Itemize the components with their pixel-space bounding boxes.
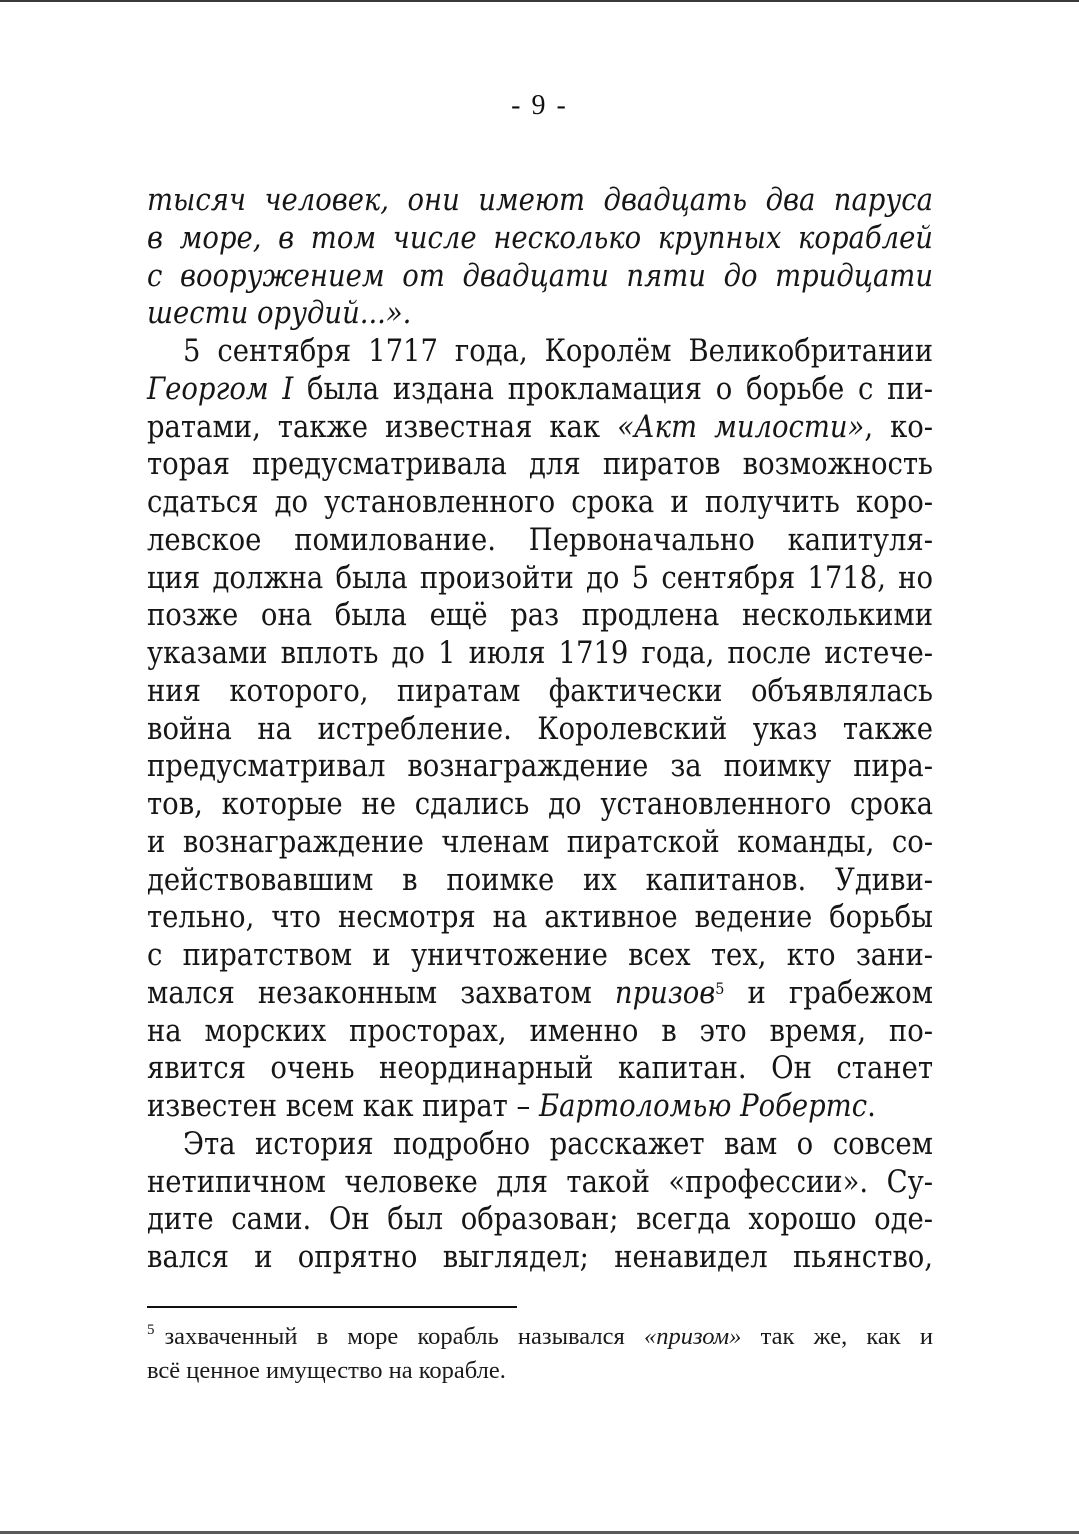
line-content xyxy=(147,484,933,522)
text-line xyxy=(147,597,933,635)
paragraph-first-line xyxy=(147,333,933,371)
body-text xyxy=(147,182,933,1277)
line-content xyxy=(147,1013,933,1051)
text-run: всё ценное имущество на корабле. xyxy=(147,1357,506,1384)
footnote-line xyxy=(147,1354,933,1388)
text-run: дите сами. Он был образован; всегда хорошо оде- xyxy=(147,1202,933,1238)
text-run: Эта история подробно расскажет вам о совсем xyxy=(183,1126,933,1162)
text-run: торая предусматривала для пиратов возможность xyxy=(147,447,933,483)
footnote xyxy=(147,1320,933,1388)
text-line xyxy=(147,899,933,937)
paragraph-first-line xyxy=(147,1126,933,1164)
text-run: действовавшим в поимке их капитанов. Удиви- xyxy=(147,862,933,898)
text-run: предусматривал вознаграждение за поимку пира- xyxy=(147,749,933,785)
text-line xyxy=(147,258,933,296)
text-line xyxy=(147,182,933,220)
line-content xyxy=(147,295,933,333)
text-line xyxy=(147,1013,933,1051)
text-line xyxy=(147,711,933,749)
text-line xyxy=(147,862,933,900)
text-run: явится очень неординарный капитан. Он станет xyxy=(147,1051,933,1087)
line-content xyxy=(147,371,933,409)
emphasis-text: шести орудий...». xyxy=(147,296,412,332)
line-content xyxy=(147,1088,933,1126)
text-run: война на истребление. Королевский указ также xyxy=(147,711,933,747)
line-content xyxy=(147,711,933,749)
text-run: тельно, что несмотря на активное ведение борьбы xyxy=(147,900,933,936)
text-run: и грабежом xyxy=(724,975,933,1011)
footnote-marker: 5 xyxy=(147,1322,155,1338)
text-run: захваченный в море корабль назывался xyxy=(164,1323,644,1350)
text-run: 5 сентября 1717 года, Королём Великобритании xyxy=(183,334,933,369)
line-content xyxy=(147,824,933,862)
text-run: , ко- xyxy=(864,409,934,445)
text-line xyxy=(147,295,933,333)
text-run: нетипичном человеке для такой «профессии». Су- xyxy=(147,1164,933,1200)
top-border xyxy=(0,0,1079,2)
footnote-line xyxy=(147,1320,933,1354)
line-content xyxy=(147,635,933,673)
line-content xyxy=(147,1050,933,1088)
line-content xyxy=(147,597,933,635)
line-content xyxy=(147,937,933,975)
text-run: мался незаконным захватом xyxy=(147,975,615,1011)
footnote-reference[interactable]: 5 xyxy=(715,978,725,998)
text-line xyxy=(147,560,933,598)
text-line xyxy=(147,937,933,975)
line-content xyxy=(147,862,933,900)
line-content xyxy=(147,182,933,220)
text-line xyxy=(147,446,933,484)
text-run: ния которого, пиратам фактически объявлялась xyxy=(147,673,933,709)
text-line xyxy=(147,1088,933,1126)
emphasis-text: «Акт милости» xyxy=(617,409,865,445)
line-content xyxy=(147,975,933,1013)
text-line xyxy=(147,824,933,862)
line-content xyxy=(147,446,933,484)
text-line xyxy=(147,748,933,786)
line-content xyxy=(147,409,933,447)
text-run: вался и опрятно выглядел; ненавидел пьянство, xyxy=(147,1240,933,1275)
line-content xyxy=(147,333,933,371)
line-content xyxy=(147,258,933,296)
text-line xyxy=(147,673,933,711)
text-line xyxy=(147,1050,933,1088)
text-run: ция должна была произойти до 5 сентября 1718, но xyxy=(147,560,933,596)
emphasis-text: Бартоломью Робертс xyxy=(539,1089,868,1124)
text-line xyxy=(147,1239,933,1277)
line-content xyxy=(147,1126,933,1164)
text-run: сдаться до установленного срока и получить коро- xyxy=(147,485,933,520)
emphasis-text: Георгом I xyxy=(147,371,294,407)
line-content xyxy=(147,522,933,560)
text-line xyxy=(147,635,933,673)
footnote-divider xyxy=(147,1306,517,1308)
text-run: . xyxy=(867,1089,876,1124)
emphasis-text: призов xyxy=(614,975,716,1011)
text-line xyxy=(147,1201,933,1239)
text-run: указами вплоть до 1 июля 1719 года, после истече- xyxy=(147,636,933,671)
text-run: известен всем как пират – xyxy=(147,1089,539,1124)
text-line xyxy=(147,786,933,824)
text-run: так же, как и xyxy=(741,1323,934,1350)
line-content xyxy=(147,1164,933,1202)
emphasis-text: тысяч человек, они имеют двадцать два паруса xyxy=(147,183,933,218)
line-content xyxy=(147,673,933,711)
line-content xyxy=(147,220,933,258)
emphasis-text: в море, в том числе несколько крупных кораблей xyxy=(147,220,933,256)
line-content xyxy=(147,899,933,937)
text-line xyxy=(147,1164,933,1202)
text-run: на морских просторах, именно в это время, по- xyxy=(147,1013,933,1049)
emphasis-text: «призом» xyxy=(643,1323,742,1350)
text-run: с пиратством и уничтожение всех тех, кто зани- xyxy=(147,938,933,973)
text-line xyxy=(147,484,933,522)
line-content xyxy=(147,748,933,786)
text-run: ратами, также известная как xyxy=(147,409,618,445)
text-line xyxy=(147,522,933,560)
line-content xyxy=(147,1239,933,1277)
text-line xyxy=(147,975,933,1013)
page-number: - 9 - xyxy=(511,90,568,121)
line-content xyxy=(147,560,933,598)
text-run: левское помилование. Первоначально капитуля- xyxy=(147,522,933,558)
text-line xyxy=(147,371,933,409)
emphasis-text: с вооружением от двадцати пяти до тридцати xyxy=(147,258,933,294)
text-run: и вознаграждение членам пиратской команды, со- xyxy=(147,824,933,860)
text-run: тов, которые не сдались до установленного срока xyxy=(147,787,933,822)
line-content xyxy=(147,786,933,824)
text-run: была издана прокламация о борьбе с пи- xyxy=(293,371,933,407)
line-content xyxy=(147,1201,933,1239)
text-run: позже она была ещё раз продлена несколькими xyxy=(147,598,933,634)
text-line xyxy=(147,220,933,258)
text-line xyxy=(147,409,933,447)
